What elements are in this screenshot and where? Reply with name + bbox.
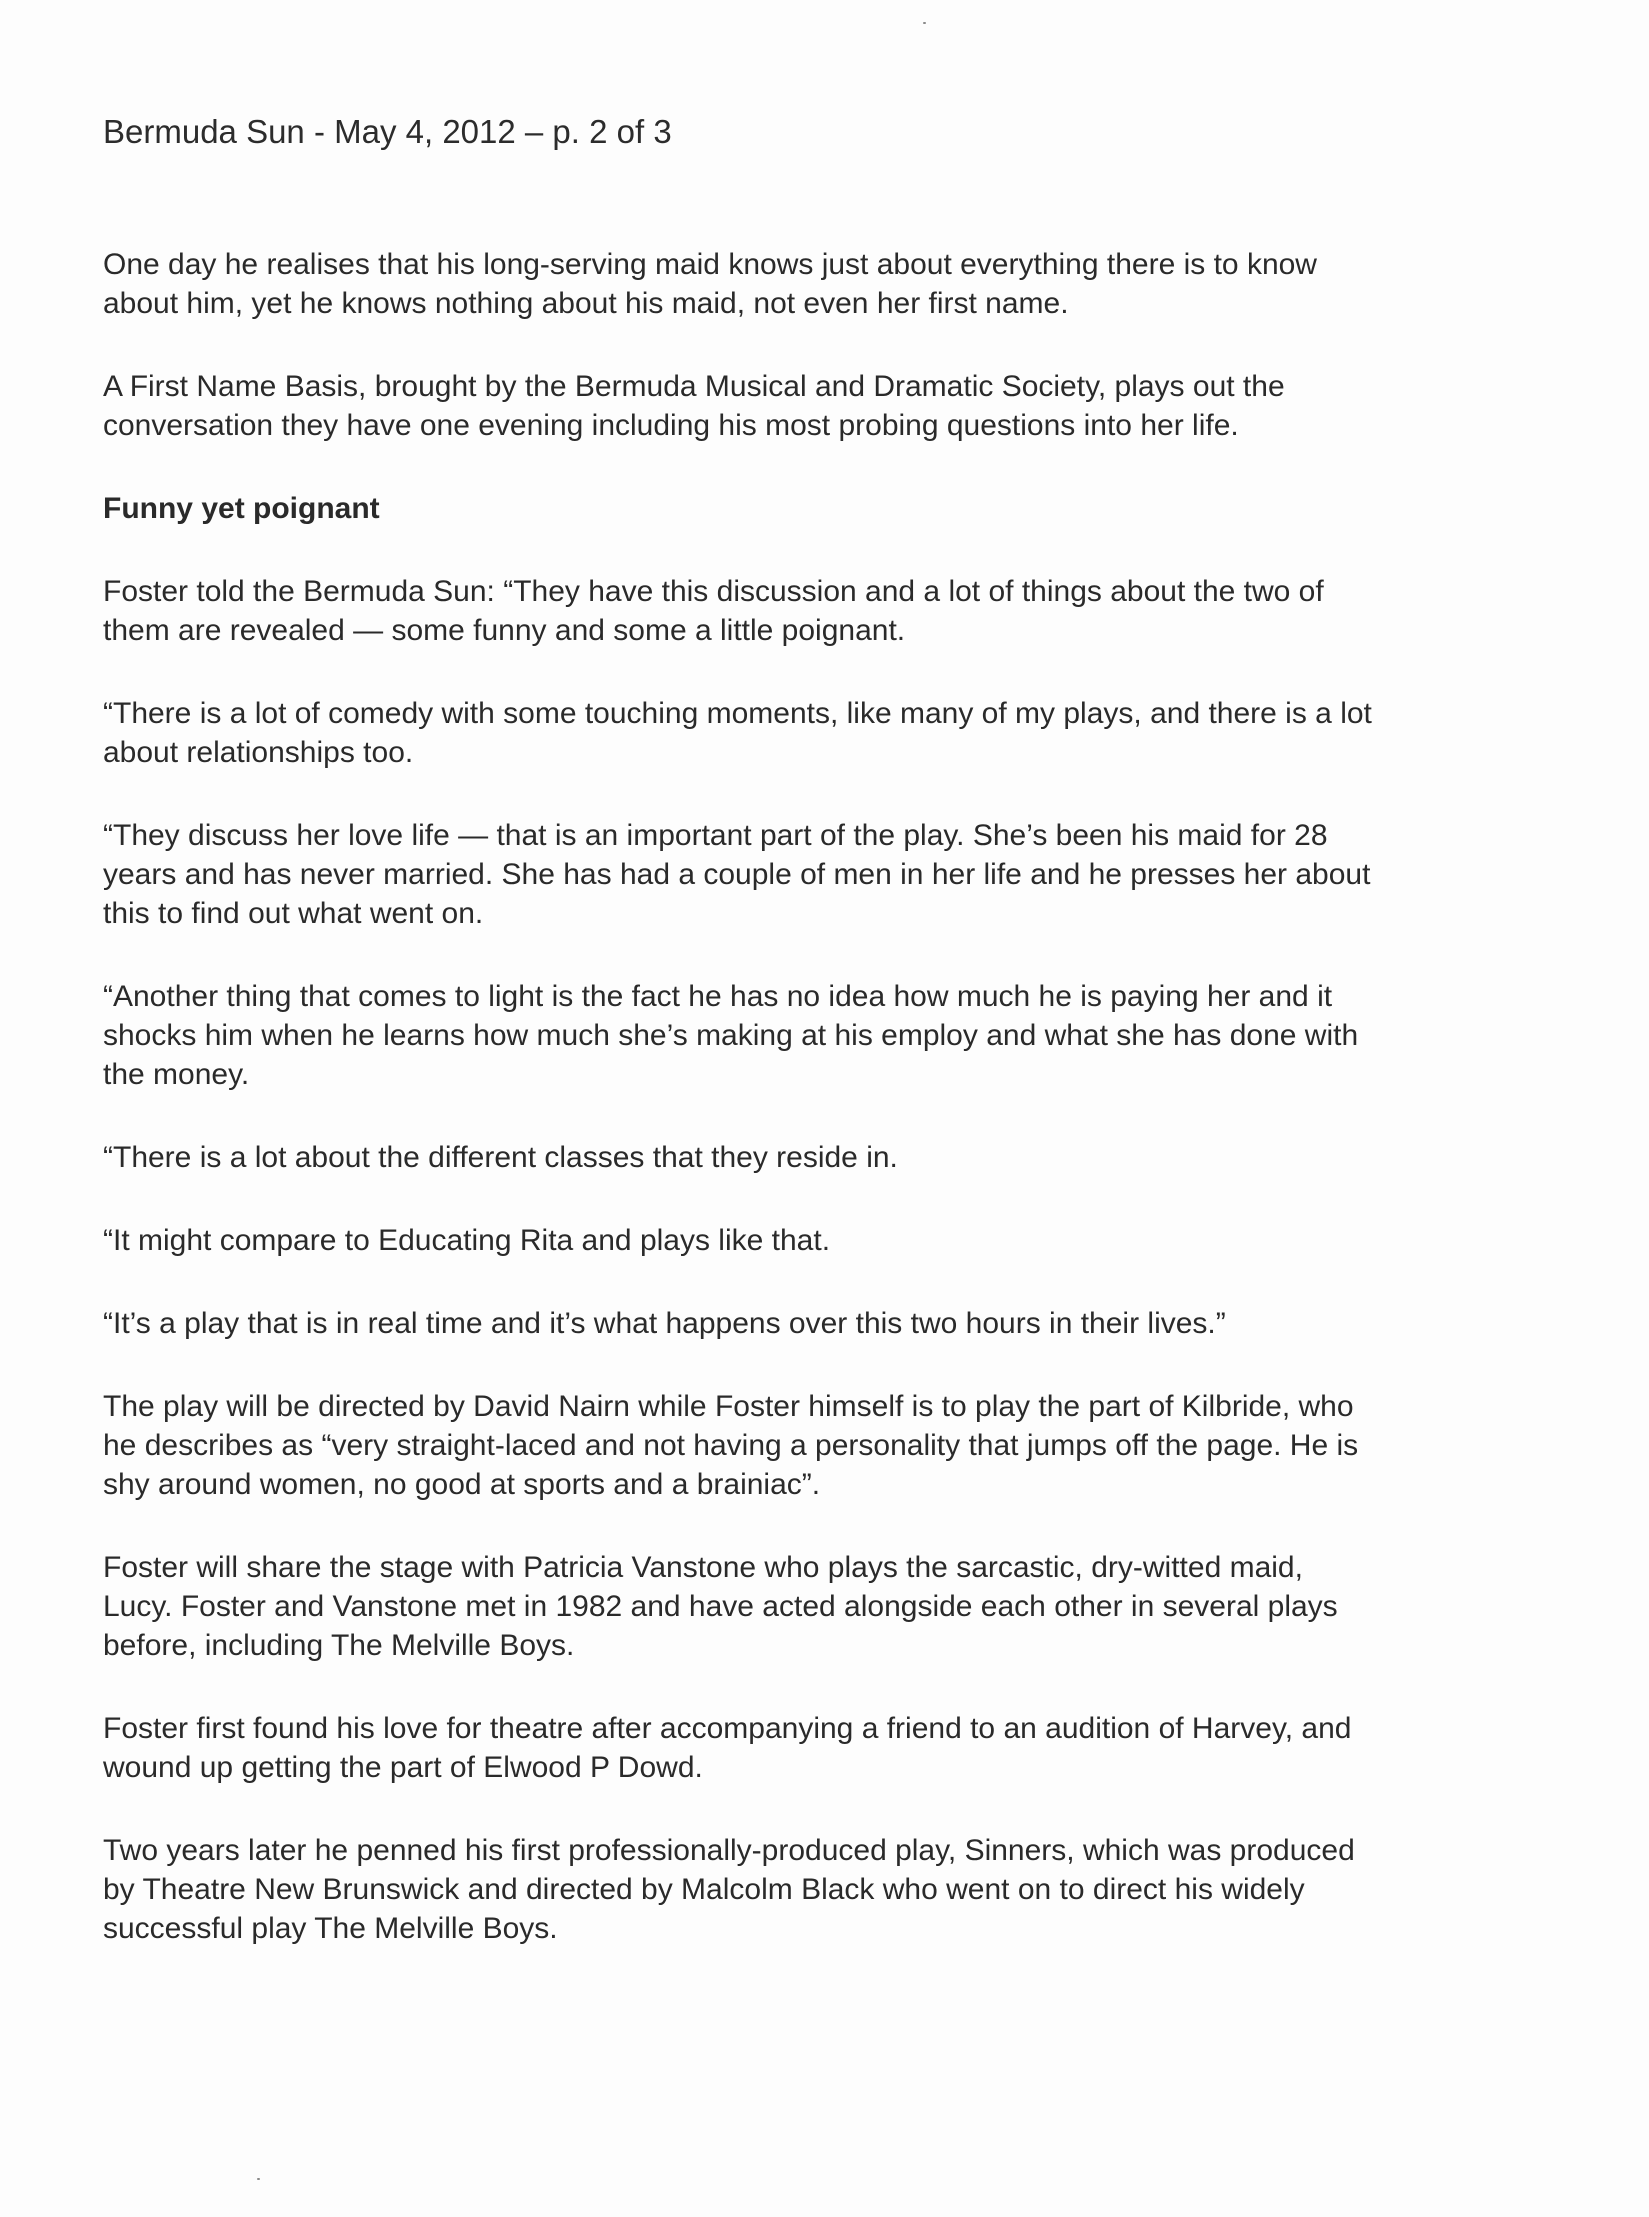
scan-speck: [923, 22, 926, 24]
scan-speck: [257, 2178, 260, 2180]
text-line: Two years later he penned his first professionally-produced play, Sinners, which was produced: [103, 1834, 1355, 1867]
text-line: wound up getting the part of Elwood P Dowd.: [103, 1751, 703, 1784]
article-paragraph: [103, 1138, 1583, 1177]
article-paragraph: [103, 367, 1583, 445]
text-line: them are revealed — some funny and some a little poignant.: [103, 614, 906, 647]
text-line: this to find out what went on.: [103, 897, 484, 930]
article-paragraph: [103, 1709, 1583, 1787]
text-line: years and has never married. She has had a couple of men in her life and he presses her about: [103, 858, 1371, 891]
article-paragraph: [103, 1548, 1583, 1665]
article-paragraph: [103, 1221, 1583, 1260]
text-line: “Another thing that comes to light is the fact he has no idea how much he is paying her and it: [103, 980, 1333, 1013]
text-line: about him, yet he knows nothing about his maid, not even her first name.: [103, 287, 1069, 320]
article-paragraph: [103, 245, 1583, 323]
section-subheading: Funny yet poignant: [103, 492, 380, 525]
text-line: A First Name Basis, brought by the Bermuda Musical and Dramatic Society, plays out the: [103, 370, 1285, 403]
text-line: shocks him when he learns how much she’s making at his employ and what she has done with: [103, 1019, 1359, 1052]
text-line: Foster first found his love for theatre after accompanying a friend to an audition of Harvey, and: [103, 1712, 1352, 1745]
text-line: the money.: [103, 1058, 250, 1091]
text-line: by Theatre New Brunswick and directed by Malcolm Black who went on to direct his widely: [103, 1873, 1305, 1906]
text-line: shy around women, no good at sports and a brainiac”.: [103, 1468, 821, 1501]
text-line: successful play The Melville Boys.: [103, 1912, 558, 1945]
article-paragraph: [103, 1304, 1583, 1343]
text-line: before, including The Melville Boys.: [103, 1629, 575, 1662]
text-line: conversation they have one evening including his most probing questions into her life.: [103, 409, 1239, 442]
article-paragraph: [103, 977, 1583, 1094]
article-paragraph: [103, 1831, 1583, 1948]
text-line: One day he realises that his long-serving maid knows just about everything there is to know: [103, 248, 1317, 281]
text-line: he describes as “very straight-laced and not having a personality that jumps off the page. He is: [103, 1429, 1359, 1462]
text-line: “It might compare to Educating Rita and plays like that.: [103, 1224, 831, 1257]
text-line: “It’s a play that is in real time and it’s what happens over this two hours in their lives.”: [103, 1307, 1226, 1340]
article-paragraph: [103, 816, 1583, 933]
text-line: “They discuss her love life — that is an important part of the play. She’s been his maid for 28: [103, 819, 1328, 852]
text-line: “There is a lot of comedy with some touching moments, like many of my plays, and there is a lot: [103, 697, 1372, 730]
text-line: about relationships too.: [103, 736, 414, 769]
article-paragraph: [103, 694, 1583, 772]
text-line: Lucy. Foster and Vanstone met in 1982 and have acted alongside each other in several plays: [103, 1590, 1338, 1623]
text-line: The play will be directed by David Nairn while Foster himself is to play the part of Kilbride, who: [103, 1390, 1354, 1423]
page-header: Bermuda Sun - May 4, 2012 – p. 2 of 3: [103, 113, 672, 150]
article-paragraph: [103, 1387, 1583, 1504]
text-line: “There is a lot about the different classes that they reside in.: [103, 1141, 898, 1174]
text-line: Foster told the Bermuda Sun: “They have this discussion and a lot of things about the two of: [103, 575, 1324, 608]
article-paragraph: [103, 572, 1583, 650]
text-line: Foster will share the stage with Patricia Vanstone who plays the sarcastic, dry-witted maid,: [103, 1551, 1303, 1584]
article-body: [103, 245, 1583, 1992]
